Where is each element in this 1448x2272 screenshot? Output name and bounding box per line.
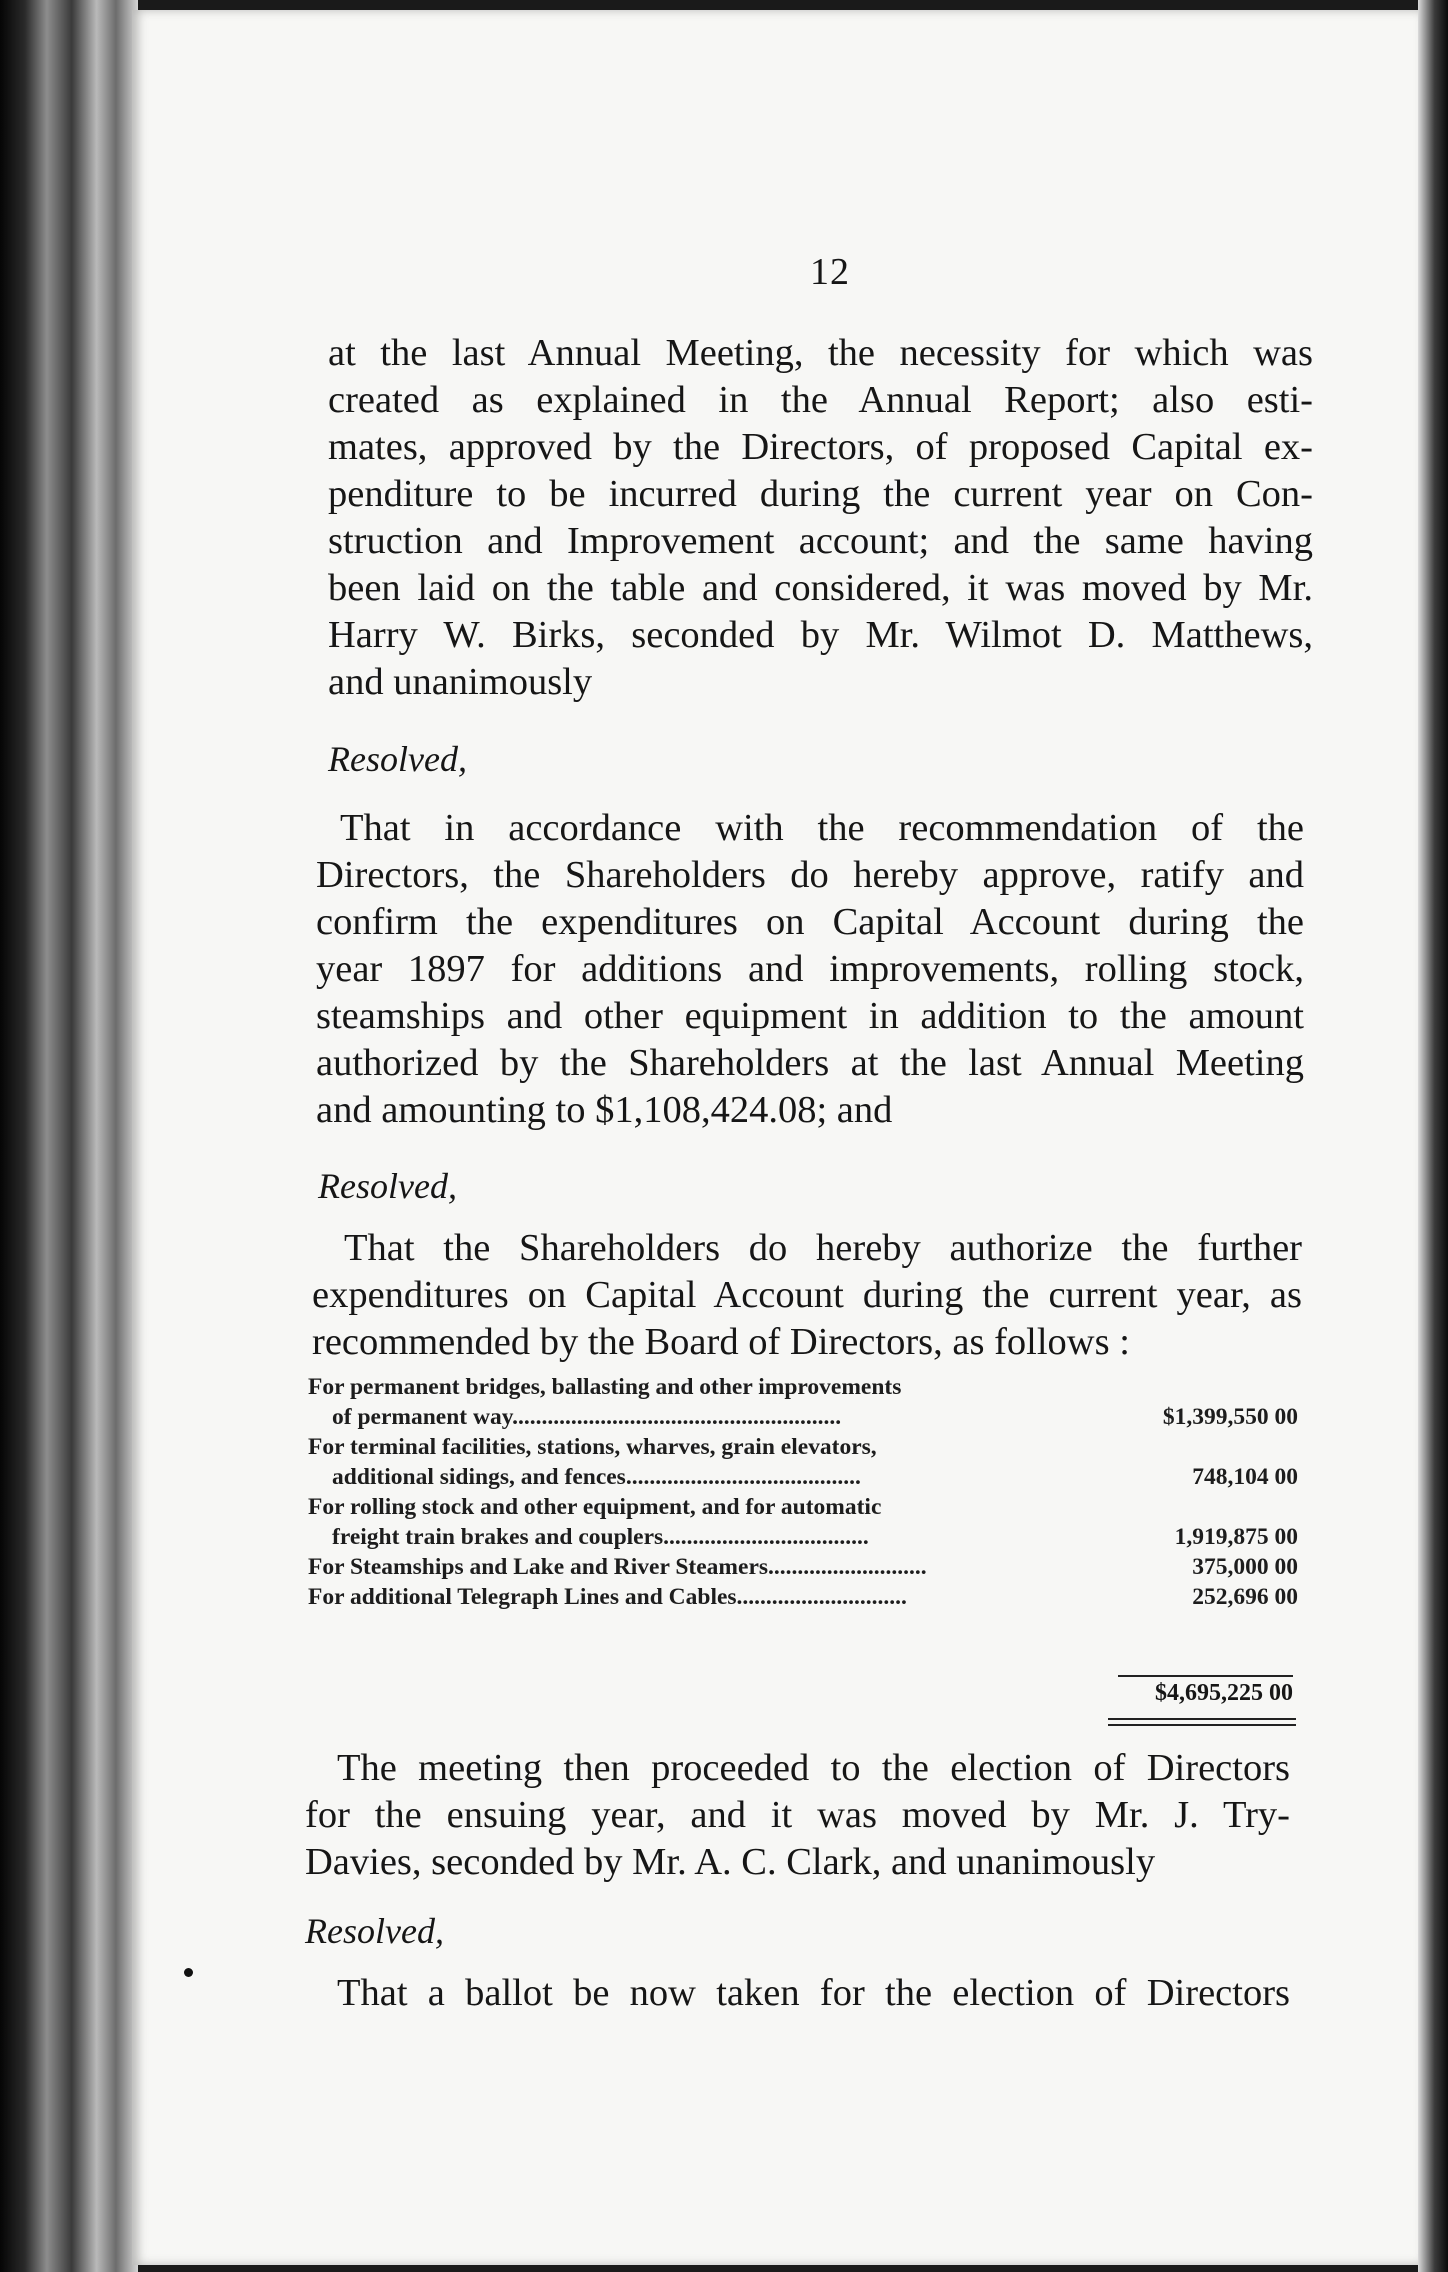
expenditure-amount: 1,919,875 00 xyxy=(1174,1524,1298,1550)
resolved-heading: Resolved, xyxy=(328,739,467,779)
text-line: confirm the expenditures on Capital Account during the xyxy=(316,901,1304,943)
text-line: at the last Annual Meeting, the necessity for which was xyxy=(328,332,1313,374)
page-right-edge xyxy=(1418,0,1448,2272)
expenditure-amount: 252,696 00 xyxy=(1192,1584,1298,1610)
text-line: Directors, the Shareholders do hereby approve, ratify and xyxy=(316,854,1304,896)
expenditure-description: For Steamships and Lake and River Steamers........................... xyxy=(308,1554,927,1580)
text-line: penditure to be incurred during the current year on Con- xyxy=(328,473,1313,515)
expenditure-row xyxy=(308,1582,1298,1612)
text-line: recommended by the Board of Directors, as follows : xyxy=(312,1321,1130,1363)
text-line: That the Shareholders do hereby authorize the further xyxy=(344,1227,1302,1269)
paragraph-resolution-approve xyxy=(316,805,1304,1134)
expenditure-row xyxy=(308,1372,1298,1432)
paragraph-election xyxy=(305,1745,1290,1886)
text-line: Harry W. Birks, seconded by Mr. Wilmot D. Matthews, xyxy=(328,614,1313,656)
expenditure-row xyxy=(308,1552,1298,1582)
text-line: That in accordance with the recommendation of the xyxy=(340,807,1304,849)
resolved-heading: Resolved, xyxy=(305,1911,444,1951)
text-line: The meeting then proceeded to the election of Directors xyxy=(337,1747,1290,1789)
expenditure-description: For terminal facilities, stations, wharves, grain elevators, xyxy=(308,1434,877,1460)
text-line: Davies, seconded by Mr. A. C. Clark, and unanimously xyxy=(305,1841,1156,1883)
expenditure-row xyxy=(308,1432,1298,1492)
expenditure-amount: 375,000 00 xyxy=(1192,1554,1298,1580)
expenditure-description-continued: of permanent way........................................................ xyxy=(332,1404,842,1430)
paragraph-annual-meeting xyxy=(328,330,1313,706)
page-number: 12 xyxy=(810,251,850,293)
resolved-heading: Resolved, xyxy=(318,1166,457,1206)
expenditure-table xyxy=(308,1372,1298,1612)
paragraph-resolution-authorize xyxy=(312,1225,1302,1366)
book-binding-edge xyxy=(0,0,138,2272)
text-line: been laid on the table and considered, it was moved by Mr. xyxy=(328,567,1313,609)
total-rule xyxy=(1118,1675,1293,1677)
expenditure-row xyxy=(308,1492,1298,1552)
expenditure-amount: $1,399,550 00 xyxy=(1162,1404,1298,1430)
expenditure-description-continued: additional sidings, and fences........................................ xyxy=(332,1464,861,1490)
expenditure-description: For rolling stock and other equipment, and for automatic xyxy=(308,1494,882,1520)
expenditure-description: For permanent bridges, ballasting and other improvements xyxy=(308,1374,902,1400)
text-line: struction and Improvement account; and the same having xyxy=(328,520,1313,562)
text-line: created as explained in the Annual Report; also esti- xyxy=(328,379,1313,421)
text-line: for the ensuing year, and it was moved by Mr. J. Try- xyxy=(305,1794,1290,1836)
expenditure-description: For additional Telegraph Lines and Cables............................. xyxy=(308,1584,907,1610)
text-line: and amounting to $1,108,424.08; and xyxy=(316,1089,893,1131)
text-line: authorized by the Shareholders at the last Annual Meeting xyxy=(316,1042,1304,1084)
text-line: That a ballot be now taken for the election of Directors xyxy=(337,1972,1290,2014)
paragraph-ballot xyxy=(305,1970,1290,2017)
expenditure-amount: 748,104 00 xyxy=(1192,1464,1298,1490)
text-line: mates, approved by the Directors, of proposed Capital ex- xyxy=(328,426,1313,468)
text-line: and unanimously xyxy=(328,661,593,703)
text-line: steamships and other equipment in addition to the amount xyxy=(316,995,1304,1037)
expenditure-description-continued: freight train brakes and couplers................................... xyxy=(332,1524,869,1550)
text-line: expenditures on Capital Account during the current year, as xyxy=(312,1274,1302,1316)
expenditure-total: $4,695,225 00 xyxy=(1155,1680,1293,1706)
text-line: year 1897 for additions and improvements, rolling stock, xyxy=(316,948,1304,990)
ink-speck xyxy=(184,1968,193,1977)
double-underline xyxy=(1108,1718,1296,1726)
